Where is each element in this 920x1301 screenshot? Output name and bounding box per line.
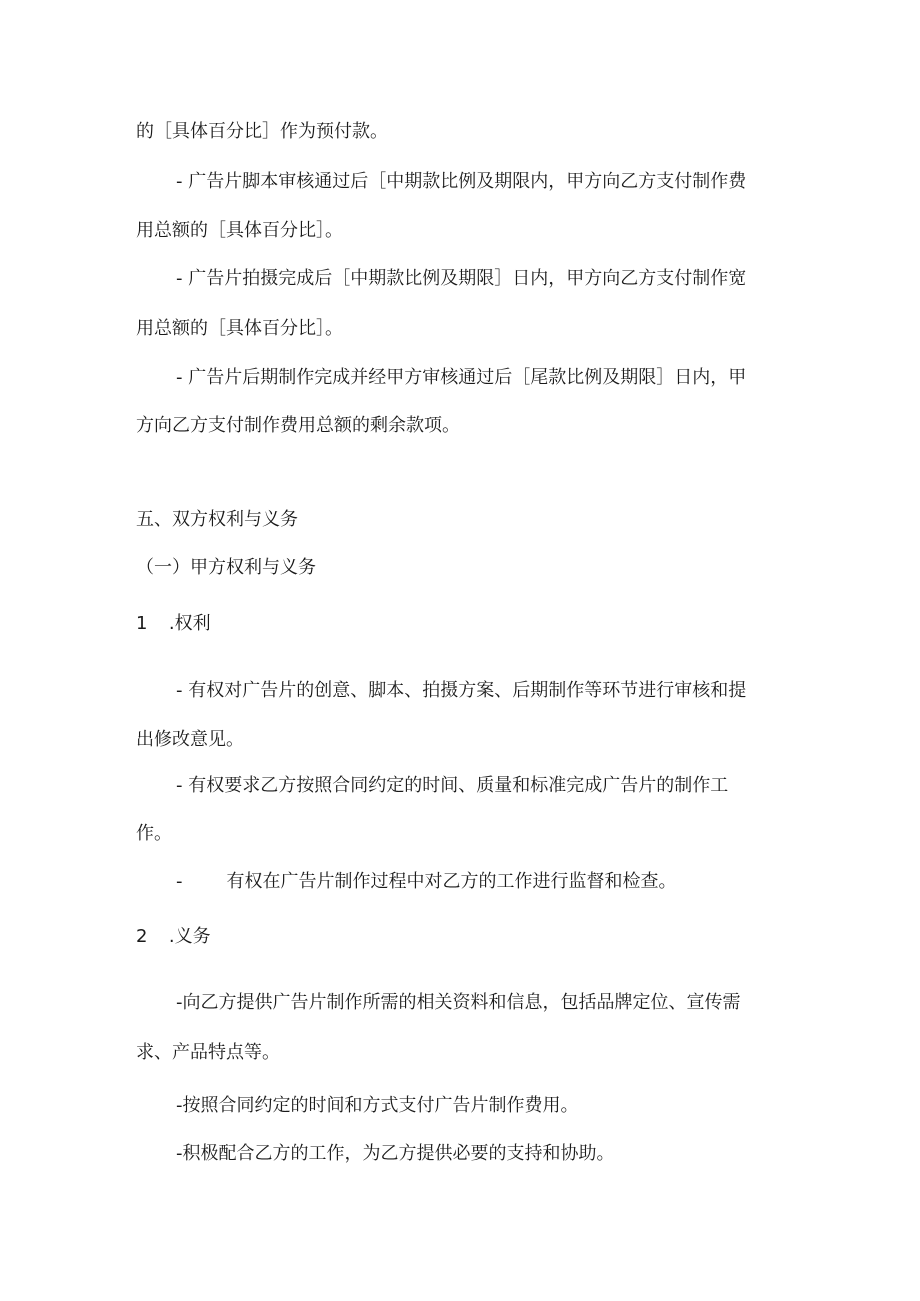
subsection-title: （一）甲方权利与义务 — [136, 557, 316, 578]
bullet-line: - 广告片脚本审核通过后［中期款比例及期限内，甲方向乙方支付制作费 — [176, 171, 747, 192]
obligation-line: -向乙方提供广告片制作所需的相关资料和信息，包括品牌定位、宣传需 — [176, 992, 741, 1013]
rights-line: - 有权对广告片的创意、脚本、拍摄方案、后期制作等环节进行审核和提 — [176, 680, 747, 701]
bullet-line: - 广告片后期制作完成并经甲方审核通过后［尾款比例及期限］日内，甲 — [176, 367, 747, 388]
paragraph-line: 的［具体百分比］作为预付款。 — [136, 121, 388, 142]
item-number: 2 — [136, 926, 148, 947]
bullet-line: 方向乙方支付制作费用总额的剩余款项。 — [136, 415, 460, 436]
rights-text: 有权在广告片制作过程中对乙方的工作进行监督和检查。 — [226, 871, 677, 892]
rights-line — [176, 870, 920, 894]
item-title: .权利 — [168, 613, 211, 634]
bullet-line: 用总额的［具体百分比］。 — [136, 318, 343, 339]
item-heading — [136, 925, 920, 949]
dash-marker: - — [176, 871, 183, 892]
obligation-line: -积极配合乙方的工作，为乙方提供必要的支持和协助。 — [176, 1143, 615, 1164]
bullet-line: 用总额的［具体百分比］。 — [136, 220, 343, 241]
item-title: .义务 — [168, 926, 211, 947]
section-title: 五、双方权利与义务 — [136, 509, 298, 530]
obligation-line: 求、产品特点等。 — [136, 1042, 280, 1063]
item-heading — [136, 612, 920, 636]
item-number: 1 — [136, 613, 148, 634]
rights-line: 作。 — [136, 823, 172, 844]
bullet-line: - 广告片拍摄完成后［中期款比例及期限］日内，甲方向乙方支付制作宽 — [176, 268, 747, 289]
rights-line: - 有权要求乙方按照合同约定的时间、质量和标准完成广告片的制作工 — [176, 775, 729, 796]
obligation-line: -按照合同约定的时间和方式支付广告片制作费用。 — [176, 1095, 579, 1116]
rights-line: 出修改意见。 — [136, 729, 244, 750]
